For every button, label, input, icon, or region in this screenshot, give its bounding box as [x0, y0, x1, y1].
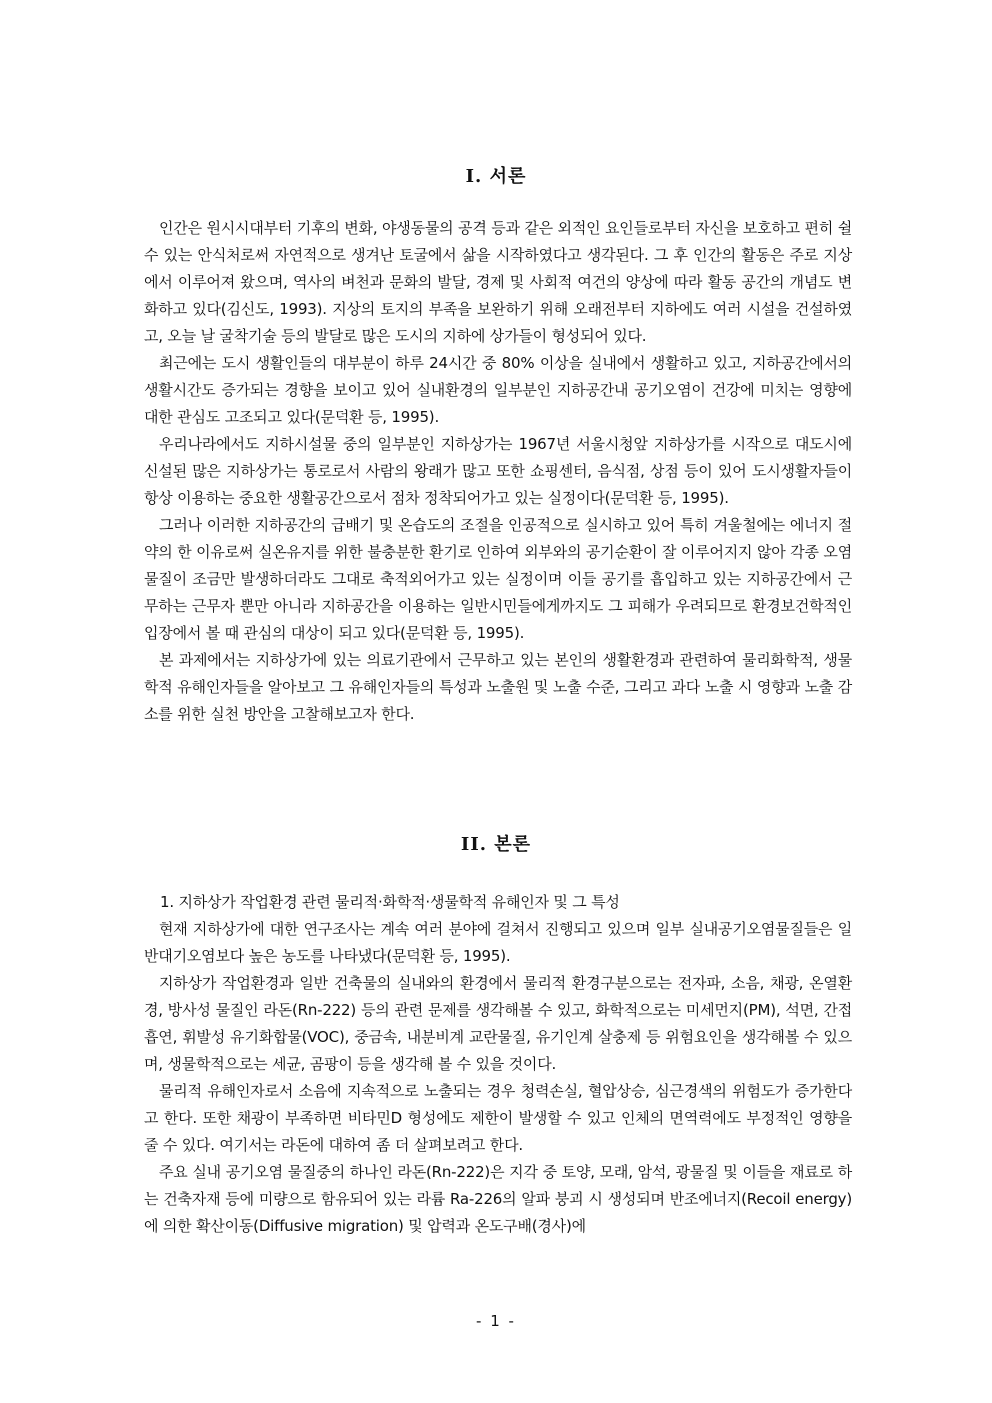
main-paragraph-3: 물리적 유해인자로서 소음에 지속적으로 노출되는 경우 청력손실, 혈압상승, 심근경색의 위험도가 증가한다고 한다. 또한 채광이 부족하면 비타민D 형성에도 제한이 발생할 수 있고 인체의 면역력에도 부정적인 영향을 줄 수 있다. 여기서는 라돈에 대하여 좀 더 살펴보려고 한다.: [144, 1082, 852, 1154]
page-number: - 1 -: [476, 1312, 516, 1330]
intro-paragraph-5: 본 과제에서는 지하상가에 있는 의료기관에서 근무하고 있는 본인의 생활환경과 관련하여 물리화학적, 생물학적 유해인자들을 알아보고 그 유해인자들의 특성과 노출원 및 노출 수준, 그리고 과다 노출 시 영향과 노출 감소를 위한 실천 방안을 고찰해보고자 한다.: [144, 651, 852, 723]
main-paragraph-2: 지하상가 작업환경과 일반 건축물의 실내와의 환경에서 물리적 환경구분으로는 전자파, 소음, 채광, 온열환경, 방사성 물질인 라돈(Rn-222) 등의 관련 문제를 생각해볼 수 있고, 화학적으로는 미세먼지(PM), 석면, 간접흡연, 휘발성 유기화합물(VOC), 중금속, 내분비계 교란물질, 유기인계 살충제 등 위험요인을 생각해볼 수 있으며, 생물학적으로는 세균, 곰팡이 등을 생각해 볼 수 있을 것이다.: [144, 974, 852, 1073]
main-paragraph-4: 주요 실내 공기오염 물질중의 하나인 라돈(Rn-222)은 지각 중 토양, 모래, 암석, 광물질 및 이들을 재료로 하는 건축자재 등에 미량으로 함유되어 있는 라륨 Ra-226의 알파 붕괴 시 생성되며 반조에너지(Recoil energy)에 의한 확산이동(Diffusive migration) 및 압력과 온도구배(경사)에: [144, 1163, 852, 1235]
intro-paragraph-1: 인간은 원시시대부터 기후의 변화, 야생동물의 공격 등과 같은 외적인 요인들로부터 자신을 보호하고 편히 쉴 수 있는 안식처로써 자연적으로 생겨난 토굴에서 삶을 시작하였다고 생각된다. 그 후 인간의 활동은 주로 지상에서 이루어져 왔으며, 역사의 벼천과 문화의 발달, 경제 및 사회적 여건의 양상에 따라 활동 공간의 개념도 변화하고 있다(김신도, 1993). 지상의 토지의 부족을 보완하기 위해 오래전부터 지하에도 여러 시설을 건설하였고, 오늘 날 굴착기술 등의 발달로 많은 도시의 지하에 상가들이 형성되어 있다.: [144, 219, 852, 345]
introduction-body: [144, 215, 852, 728]
subsection-heading: 1. 지하상가 작업환경 관련 물리적·화학적·생물학적 유해인자 및 그 특성: [160, 893, 620, 911]
section-title-main-body: II. 본론: [460, 834, 532, 855]
section-title-introduction: I. 서론: [465, 166, 527, 187]
main-body: [144, 889, 852, 1240]
intro-paragraph-2: 최근에는 도시 생활인들의 대부분이 하루 24시간 중 80% 이상을 실내에서 생활하고 있고, 지하공간에서의 생활시간도 증가되는 경향을 보이고 있어 실내환경의 일부분인 지하공간내 공기오염이 건강에 미치는 영향에 대한 관심도 고조되고 있다(문덕환 등, 1995).: [144, 354, 852, 426]
intro-paragraph-3: 우리나라에서도 지하시설물 중의 일부분인 지하상가는 1967년 서울시청앞 지하상가를 시작으로 대도시에 신설된 많은 지하상가는 통로로서 사람의 왕래가 많고 또한 쇼핑센터, 음식점, 상점 등이 있어 도시생활자들이 항상 이용하는 중요한 생활공간으로서 점차 정착되어가고 있는 실정이다(문덕환 등, 1995).: [144, 435, 852, 507]
main-paragraph-1: 현재 지하상가에 대한 연구조사는 계속 여러 분야에 걸쳐서 진행되고 있으며 일부 실내공기오염물질들은 일반대기오염보다 높은 농도를 나타냈다(문덕환 등, 1995).: [144, 920, 852, 965]
intro-paragraph-4: 그러나 이러한 지하공간의 급배기 및 온습도의 조절을 인공적으로 실시하고 있어 특히 겨울철에는 에너지 절약의 한 이유로써 실온유지를 위한 불충분한 환기로 인하여 외부와의 공기순환이 잘 이루어지지 않아 각종 오염물질이 조금만 발생하더라도 그대로 축적외어가고 있는 실정이며 이들 공기를 흡입하고 있는 지하공간에서 근무하는 근무자 뿐만 아니라 지하공간을 이용하는 일반시민들에게까지도 그 피해가 우려되므로 환경보건학적인 입장에서 볼 때 관심의 대상이 되고 있다(문덕환 등, 1995).: [144, 516, 852, 642]
